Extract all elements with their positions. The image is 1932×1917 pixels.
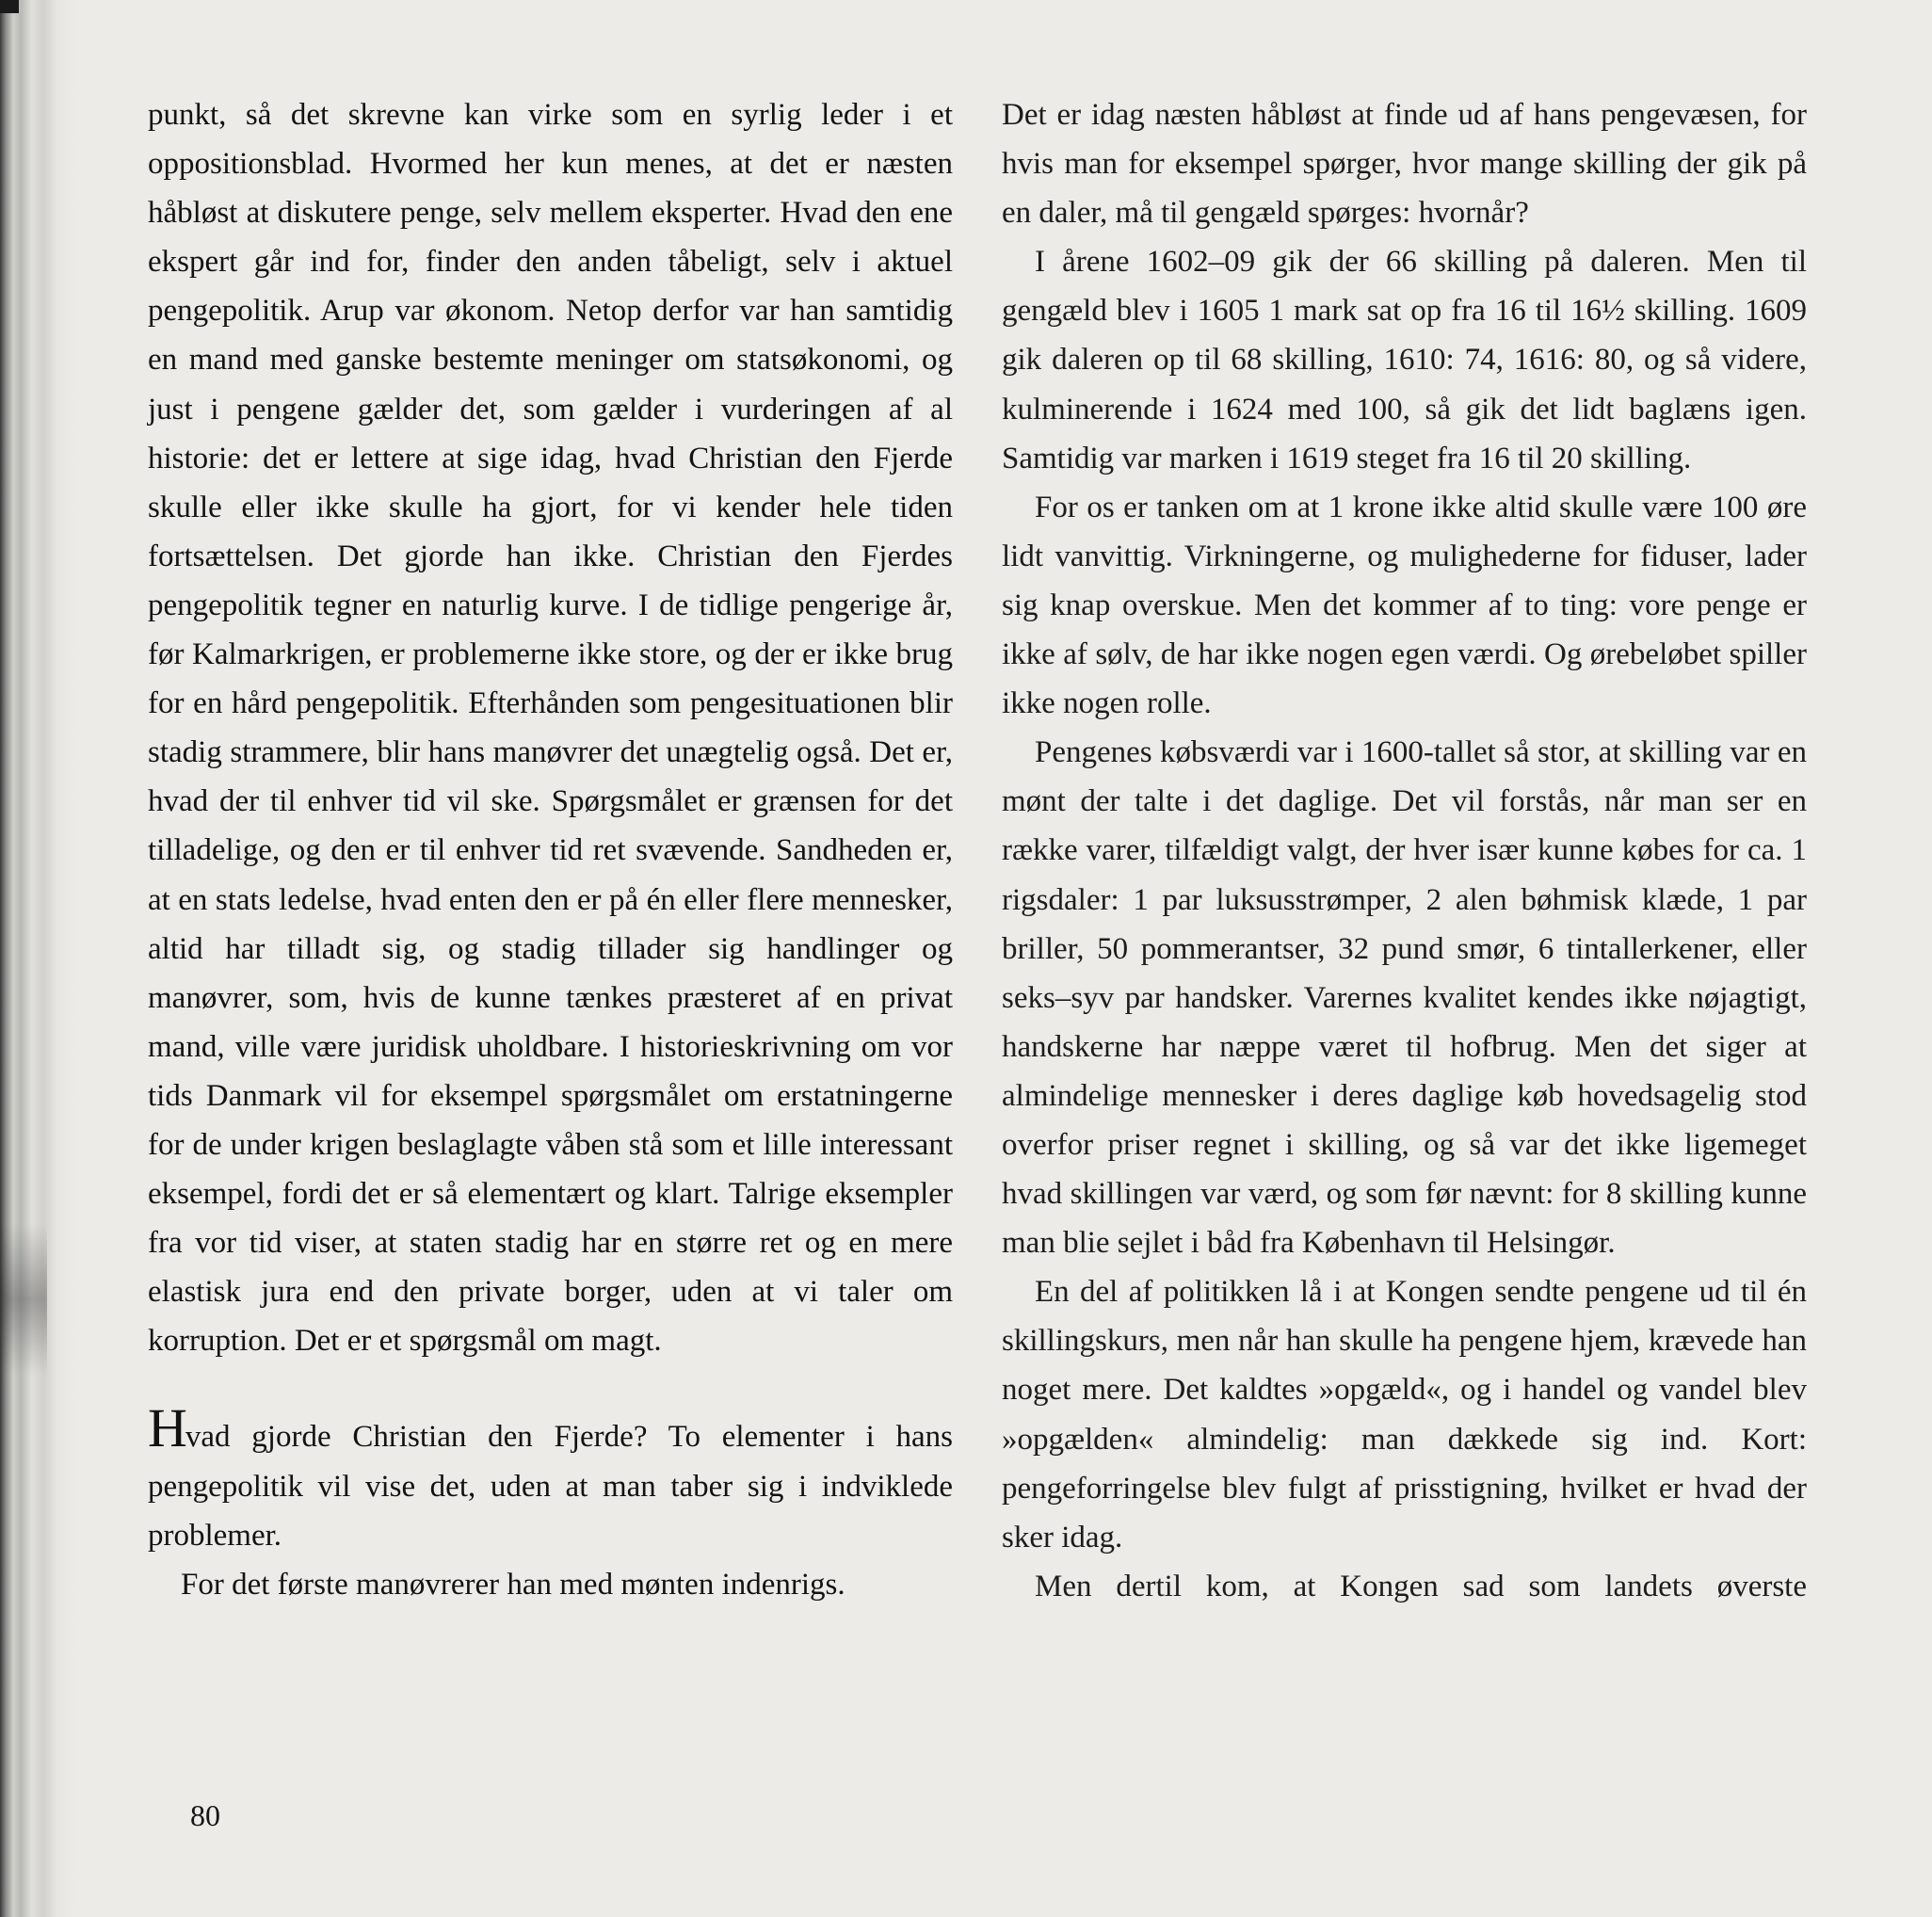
page-number: 80 — [190, 1798, 220, 1832]
body-paragraph: For os er tanken om at 1 krone ikke altid skulle være 100 øre lidt vanvittig. Virkningerne, og mulighederne for fiduser, lader sig knap overskue. Men det kommer af to ting: vore penge er ikke af sølv, de har ikke nogen egen værdi. Og ørebeløbet spiller ikke nogen rolle. — [1002, 490, 1807, 721]
body-paragraph: punkt, så det skrevne kan virke som en syrlig leder i et oppositionsblad. Hvormed her kun menes, at det er næsten håbløst at diskutere penge, selv mellem eksperter. Hvad den ene ekspert går ind for, finder den anden tåbeligt, selv i aktuel pengepolitik. Arup var økonom. Netop derfor var han samtidig en mand med ganske bestemte meninger om statsøkonomi, og just i pengene gælder det, som gælder i vurderingen af al historie: det er lettere at sige idag, hvad Christian den Fjerde skulle eller ikke skulle ha gjort, for vi kender hele tiden fortsættelsen. Det gjorde han ikke. Christian den Fjerdes pengepolitik tegner en naturlig kurve. I de tidlige pengerige år, før Kalmarkrigen, er problemerne ikke store, og der er ikke brug for en hård pengepolitik. Efterhånden som pengesituationen blir stadig strammere, blir hans manøvrer det unægtelig også. Det er, hvad der til enhver tid vil ske. Spørgsmålet er grænsen for det tilladelige, og den er til enhver tid ret svævende. Sandheden er, at en stats ledelse, hvad enten den er på én eller flere mennesker, altid har tilladt sig, og stadig tillader sig handlinger og manøvrer, som, hvis de kunne tænkes præsteret af en privat mand, ville være juridisk uholdbare. I historieskrivning om vor tids Danmark vil for eksempel spørgsmålet om erstatningerne for de under krigen beslaglagte våben stå som et lille interessant eksempel, fordi det er så elementært og klart. Talrige eksempler fra vor tid viser, at staten stadig har en større ret og en mere elastisk jura end den private borger, uden at vi taler om korruption. Det er et spørgsmål om magt. — [148, 98, 953, 1359]
left-text-column — [148, 90, 953, 1609]
body-paragraph: Det er idag næsten håbløst at finde ud af hans pengevæsen, for hvis man for eksempel spørger, hvor mange skilling der gik på en daler, må til gengæld spørges: hvornår? — [1002, 98, 1807, 231]
section-spacer — [148, 1365, 953, 1410]
scan-corner-shadow — [0, 0, 19, 13]
page-fold-shadow — [0, 1224, 47, 1375]
body-paragraph: For det første manøvrerer han med mønten indenrigs. — [181, 1567, 845, 1602]
book-page-edge — [0, 0, 75, 1917]
section-opening-text: vad gjorde Christian den Fjerde? To elementer i hans pengepolitik vil vise det, uden at man taber sig i indviklede problemer. — [148, 1420, 953, 1553]
drop-cap-letter: H — [148, 1397, 185, 1459]
section-opening-paragraph — [148, 1397, 953, 1559]
body-paragraph: Pengenes købsværdi var i 1600-tallet så stor, at skilling var en mønt der talte i det daglige. Det vil forstås, når man ser en række varer, tilfældigt valgt, der hver især kunne købes for ca. 1 rigsdaler: 1 par luksusstrømper, 2 alen bøhmisk klæde, 1 par briller, 50 pommerantser, 32 pund smør, 6 tintallerkener, eller seks–syv par handsker. Varernes kvalitet kendes ikke nøjagtigt, handskerne har næppe været til hofbrug. Men det siger at almindelige mennesker i deres daglige køb hovedsagelig stod overfor priser regnet i skilling, og så var det ikke ligemeget hvad skillingen var værd, og som før nævnt: for 8 skilling kunne man blie sejlet i båd fra København til Helsingør. — [1002, 735, 1807, 1261]
right-text-column — [1002, 90, 1807, 1611]
body-paragraph: I årene 1602–09 gik der 66 skilling på daleren. Men til gengæld blev i 1605 1 mark sat op fra 16 til 16½ skilling. 1609 gik daleren op til 68 skilling, 1610: 74, 1616: 80, og så videre, kulminerende i 1624 med 100, så gik det lidt baglæns igen. Samtidig var marken i 1619 steget fra 16 til 20 skilling. — [1002, 245, 1807, 475]
body-paragraph: En del af politikken lå i at Kongen sendte pengene ud til én skillingskurs, men når han skulle ha pengene hjem, krævede han noget mere. Det kaldtes »opgæld«, og i handel og vandel blev »opgælden« almindelig: man dækkede sig ind. Kort: pengeforringelse blev fulgt af prisstigning, hvilket er hvad der sker idag. — [1002, 1275, 1807, 1555]
body-paragraph: Men dertil kom, at Kongen sad som landets øverste — [1035, 1569, 1807, 1603]
